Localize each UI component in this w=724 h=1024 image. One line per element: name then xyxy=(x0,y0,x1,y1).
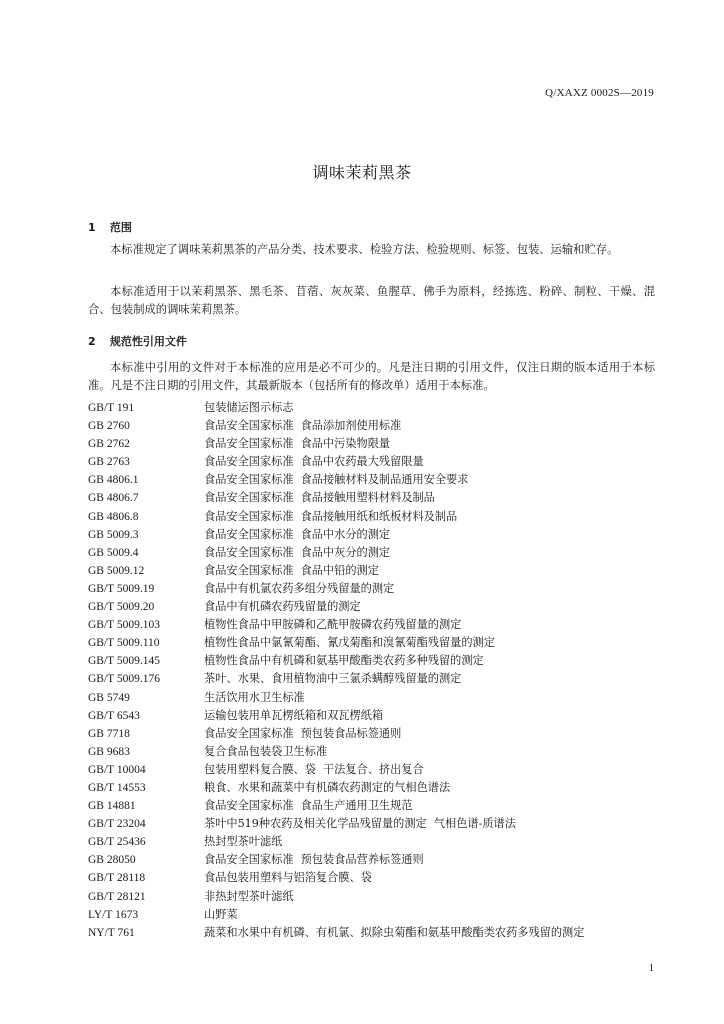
reference-title: 食品安全国家标准 食品中污染物限量 xyxy=(204,437,391,451)
section-title: 规范性引用文件 xyxy=(109,335,187,348)
reference-title: 植物性食品中有机磷和氨基甲酸酯类农药多种残留的测定 xyxy=(204,654,484,668)
reference-row xyxy=(88,924,668,942)
reference-title: 食品安全国家标准 食品接触用纸和纸板材料及制品 xyxy=(204,509,458,523)
reference-code: GB/T 10004 xyxy=(88,763,146,776)
reference-code: GB/T 5009.176 xyxy=(88,673,160,686)
reference-row xyxy=(88,471,668,489)
reference-title: 食品安全国家标准 食品中灰分的测定 xyxy=(204,545,391,559)
reference-title: 食品包装用塑料与铝箔复合膜、袋 xyxy=(204,871,372,885)
reference-title: 包装用塑料复合膜、袋 干法复合、挤出复合 xyxy=(204,762,424,776)
reference-code: GB/T 23204 xyxy=(88,818,146,831)
reference-row xyxy=(88,869,668,887)
reference-row xyxy=(88,779,668,797)
reference-code: GB/T 5009.110 xyxy=(88,637,160,650)
reference-code: GB/T 5009.20 xyxy=(88,601,155,614)
reference-title: 食品安全国家标准 食品接触用塑料材料及制品 xyxy=(204,491,435,505)
reference-title: 植物性食品中氯氰菊酯、氰戊菊酯和溴氰菊酯残留量的测定 xyxy=(204,636,495,650)
reference-code: GB 5749 xyxy=(88,691,130,704)
reference-row xyxy=(88,652,668,670)
section-number: 1 xyxy=(88,221,96,234)
paragraph: 本标准中引用的文件对于本标准的应用是必不可少的。凡是注日期的引用文件，仅注日期的版本适用于本标准。凡是不注日期的引用文件，其最新版本（包括所有的修改单）适用于本标准。 xyxy=(88,361,655,392)
reference-title: 山野菜 xyxy=(204,907,238,921)
reference-code: NY/T 761 xyxy=(88,926,135,939)
reference-code: GB/T 191 xyxy=(88,402,135,414)
reference-row xyxy=(88,417,668,435)
reference-row xyxy=(88,833,668,851)
reference-row xyxy=(88,851,668,869)
reference-list xyxy=(88,399,668,942)
reference-code: GB/T 5009.19 xyxy=(88,582,155,595)
reference-title: 食品中有机磷农药残留量的测定 xyxy=(204,600,361,614)
reference-code: GB 2762 xyxy=(88,438,130,451)
reference-row xyxy=(88,634,668,652)
reference-row xyxy=(88,797,668,815)
reference-row xyxy=(88,489,668,507)
reference-title: 植物性食品中甲胺磷和乙酰甲胺磷农药残留量的测定 xyxy=(204,618,462,632)
reference-code: GB 28050 xyxy=(88,854,136,867)
reference-code: GB 4806.8 xyxy=(88,510,139,523)
section-heading-scope xyxy=(88,219,132,235)
reference-title: 茶叶中519种农药及相关化学品残留量的测定 气相色谱-质谱法 xyxy=(204,817,516,831)
reference-row xyxy=(88,761,668,779)
reference-row xyxy=(88,526,668,544)
reference-code: GB 2763 xyxy=(88,456,130,469)
reference-row xyxy=(88,707,668,725)
reference-code: GB/T 5009.103 xyxy=(88,619,160,632)
reference-title: 运输包装用单瓦楞纸箱和双瓦楞纸箱 xyxy=(204,708,384,722)
page-number: 1 xyxy=(648,962,654,974)
reference-title: 粮食、水果和蔬菜中有机磷农药测定的气相色谱法 xyxy=(204,780,451,794)
reference-title: 茶叶、水果、食用植物油中三氯杀螨醇残留量的测定 xyxy=(204,672,462,686)
reference-row xyxy=(88,670,668,688)
reference-code: GB/T 6543 xyxy=(88,709,140,722)
reference-row xyxy=(88,435,668,453)
reference-title: 食品安全国家标准 食品接触材料及制品通用安全要求 xyxy=(204,473,469,487)
reference-code: GB 14881 xyxy=(88,800,136,813)
reference-title: 蔬菜和水果中有机磷、有机氯、拟除虫菊酯和氨基甲酸酯类农药多残留的测定 xyxy=(204,925,585,939)
reference-code: GB/T 28121 xyxy=(88,890,146,903)
reference-row xyxy=(88,815,668,833)
section-heading-normative-references xyxy=(88,333,187,349)
reference-row xyxy=(88,616,668,634)
reference-title: 食品安全国家标准 食品中水分的测定 xyxy=(204,527,391,541)
reference-title: 食品安全国家标准 食品生产通用卫生规范 xyxy=(204,799,413,813)
section-number: 2 xyxy=(88,335,96,348)
reference-code: GB 4806.7 xyxy=(88,492,139,505)
reference-code: GB 5009.3 xyxy=(88,528,139,541)
reference-title: 包装储运图示标志 xyxy=(204,401,294,414)
reference-code: GB 7718 xyxy=(88,727,130,740)
reference-row xyxy=(88,689,668,707)
reference-code: GB/T 14553 xyxy=(88,781,146,794)
reference-title: 食品安全国家标准 预包装食品营养标签通则 xyxy=(204,853,424,867)
reference-row xyxy=(88,508,668,526)
reference-title: 食品中有机氯农药多组分残留量的测定 xyxy=(204,581,395,595)
reference-row xyxy=(88,580,668,598)
paragraph: 本标准适用于以茉莉黑茶、黑毛茶、苜蓿、灰灰菜、鱼腥草、佛手为原料，经拣选、粉碎、制粒、干燥、混合、包装制成的调味茉莉黑茶。 xyxy=(88,285,655,316)
reference-code: GB/T 28118 xyxy=(88,872,146,885)
reference-code: GB 5009.12 xyxy=(88,564,145,577)
reference-title: 复合食品包装袋卫生标准 xyxy=(204,744,328,758)
paragraph: 本标准规定了调味茉莉黑茶的产品分类、技术要求、检验方法、检验规则、标签、包装、运输和贮存。 xyxy=(110,243,619,256)
reference-title: 食品安全国家标准 食品中铅的测定 xyxy=(204,563,379,577)
reference-row xyxy=(88,888,668,906)
reference-code: GB 9683 xyxy=(88,745,130,758)
reference-row xyxy=(88,544,668,562)
reference-title: 热封型茶叶滤纸 xyxy=(204,835,283,849)
reference-title: 食品安全国家标准 预包装食品标签通则 xyxy=(204,726,402,740)
reference-code: GB 2760 xyxy=(88,420,130,433)
reference-title: 食品安全国家标准 食品添加剂使用标准 xyxy=(204,419,402,433)
section-title: 范围 xyxy=(109,221,132,234)
reference-title: 生活饮用水卫生标准 xyxy=(204,690,305,704)
reference-code: GB 4806.1 xyxy=(88,474,139,487)
reference-row xyxy=(88,399,668,417)
reference-title: 食品安全国家标准 食品中农药最大残留限量 xyxy=(204,455,424,469)
reference-row xyxy=(88,453,668,471)
reference-code: GB/T 5009.145 xyxy=(88,655,160,668)
reference-code: GB/T 25436 xyxy=(88,836,146,849)
reference-row xyxy=(88,562,668,580)
reference-row xyxy=(88,906,668,924)
reference-code: LY/T 1673 xyxy=(88,908,139,921)
document-code: Q/XAXZ 0002S—2019 xyxy=(545,87,654,99)
reference-title: 非热封型茶叶滤纸 xyxy=(204,889,294,903)
reference-row xyxy=(88,743,668,761)
document-title: 调味茉莉黑茶 xyxy=(312,163,412,182)
reference-code: GB 5009.4 xyxy=(88,546,139,559)
reference-row xyxy=(88,598,668,616)
reference-row xyxy=(88,725,668,743)
